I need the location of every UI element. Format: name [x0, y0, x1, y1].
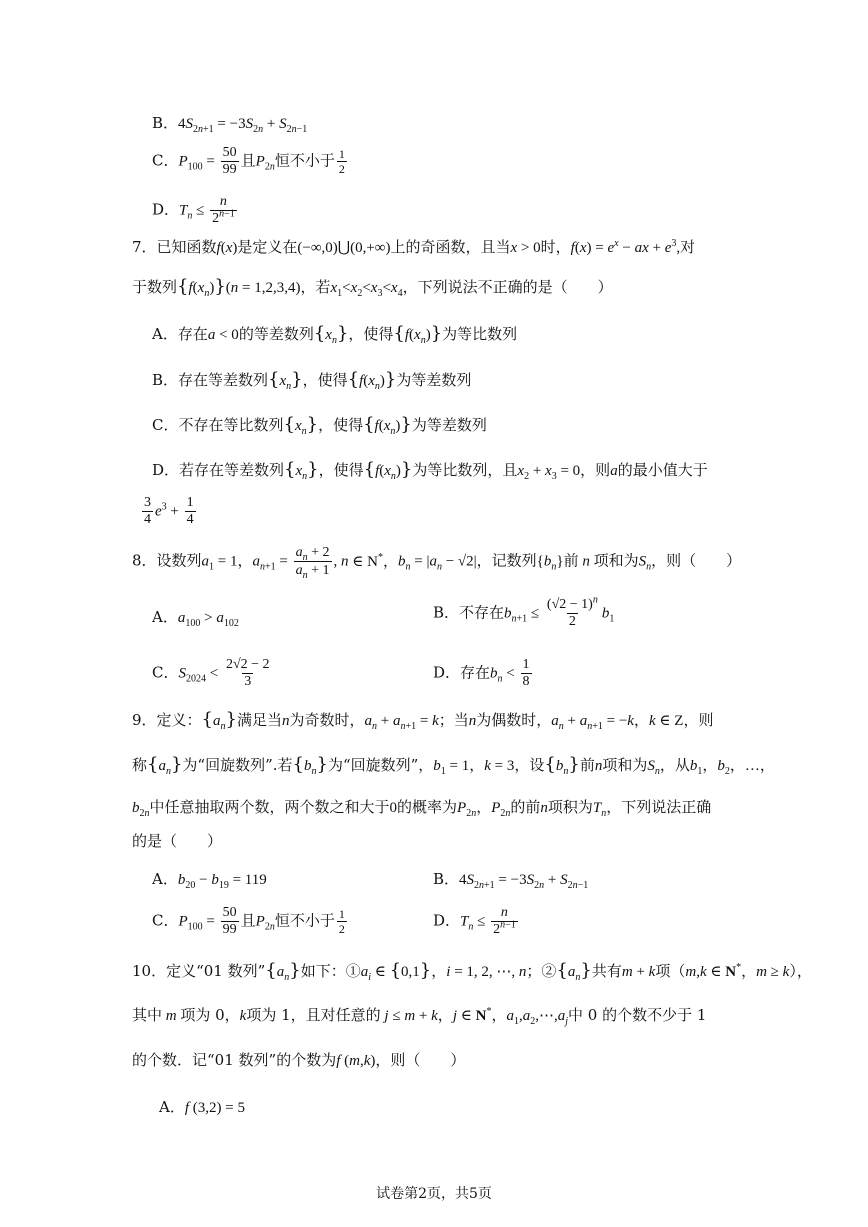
q8-option-d: D．存在$b_n$ < $\frac{1}{8}$: [433, 657, 530, 689]
prev-option-c: C．$P_{100}$ = $\frac{50}{99}$ 且$P_{2n}$恒不小于 $\frac{1}{2}$: [152, 145, 345, 177]
q7-stem-line2: 于数列$\{f(x_n)\}(n = 1,2,3,4)$，若$x_1<x_2<x_3<x_4$，下列说法不正确的是（ ）: [132, 276, 613, 299]
q10-stem-line1: 10．定义“01 数列$”\{a_n\}$如下：$①a_i$ ∈ {0,1}，i = 1, 2, ⋯, n；$②\{a_n\}$共有m + k项（m,k ∈ N*，m ≥ k），: [132, 960, 812, 983]
q7-option-d: D．若存在等差数列$\{x_n\}$，使得$\{f(x_n)\}$为等比数列，且$x_2 + x_3 = 0$，则a的最小值大于: [152, 459, 708, 482]
q9-stem-line1: 9．定义：$\{a_n\}$满足当n为奇数时，$a_n + a_{n+1} = k$；当n为偶数时，$a_n + a_{n+1} = -k$，k ∈ Z，则: [132, 709, 714, 732]
q7-option-b: B．存在等差数列$\{x_n\}$，使得$\{f(x_n)\}$为等差数列: [152, 369, 472, 392]
q9-option-b: B．$4S_{2n+1} = -3S_{2n} + S_{2n-1}$: [433, 870, 589, 891]
prev-option-b: B．$4S_{2n+1} = -3S_{2n} + S_{2n-1}$: [152, 114, 308, 135]
prev-option-d: D．$T_n$ ≤ $\frac{n}{2^{n-1}}$: [152, 194, 235, 226]
q8-option-c: C．$S_{2024}$ < $\frac{2√2 - 2}{3}$: [152, 657, 270, 689]
q9-option-d: D．$T_n$ ≤ $\frac{n}{2^{n-1}}$: [433, 905, 516, 937]
q7-option-d-value: $\frac{3}{4}$ $e^3$ + $\frac{1}{4}$: [144, 495, 194, 527]
q9-stem-line2: 称$\{a_n\}$为“回旋数列”.若$\{b_n\}$为“回旋数列”，$b_1 = 1$，k = 3，设$\{b_n\}$前n项和为$S_n$，从$b_1$，$b_2$，…，: [132, 754, 775, 777]
q9-stem-line3: $b_{2n}$中任意抽取两个数，两个数之和大于0的概率为$P_{2n}$，$P_{2n}$的前n项积为$T_n$，下列说法正确: [132, 798, 712, 819]
q7-option-a: A．存在a < 0的等差数列$\{x_n\}$，使得$\{f(x_n)\}$为等比数列: [152, 323, 518, 346]
q10-stem-line2: 其中 m 项为 0，k项为 1，且对任意的 j ≤ m + k，j ∈ N*，$a_1,a_2,\cdots,a_j$中 0 的个数不少于 1: [132, 1006, 707, 1027]
q7-stem-line1: 7．已知函数f(x)是定义在(−∞,0)⋃(0,+∞)上的奇函数，且当x > 0时，$f(x) = e^x$ − ax + $e^3$,对: [132, 238, 696, 256]
q8-stem: 8．设数列$a_1 = 1$，$a_{n+1}$ = $\frac{a_n + 2}{a_n + 1}$ , n ∈ N*，$b_n = |a_n - √2|$，记数列$\{b_n\}$前 n 项和为$S_n$，则（ ）: [132, 545, 742, 581]
q9-option-c: C．$P_{100}$ = $\frac{50}{99}$ 且$P_{2n}$恒不小于 $\frac{1}{2}$: [152, 905, 345, 937]
page-footer: 试卷第2页，共5页: [376, 1186, 492, 1202]
q8-option-a: A．$a_{100} > a_{102}$: [152, 608, 239, 629]
q7-option-c: C．不存在等比数列$\{x_n\}$，使得$\{f(x_n)\}$为等差数列: [152, 414, 487, 437]
q10-stem-line3: 的个数．记“01 数列”的个数为f (m,k)，则（ ）: [132, 1051, 466, 1069]
q9-stem-line4: 的是（ ）: [132, 832, 223, 850]
q9-option-a: A．$b_{20} - b_{19} = 119$: [152, 870, 267, 891]
q10-option-a: A．f (3,2) = 5: [159, 1098, 245, 1116]
q8-option-b: B．不存在$b_{n+1}$ ≤ $\frac{(√2 - 1)^n}{2}$ $b_1$: [433, 594, 615, 629]
